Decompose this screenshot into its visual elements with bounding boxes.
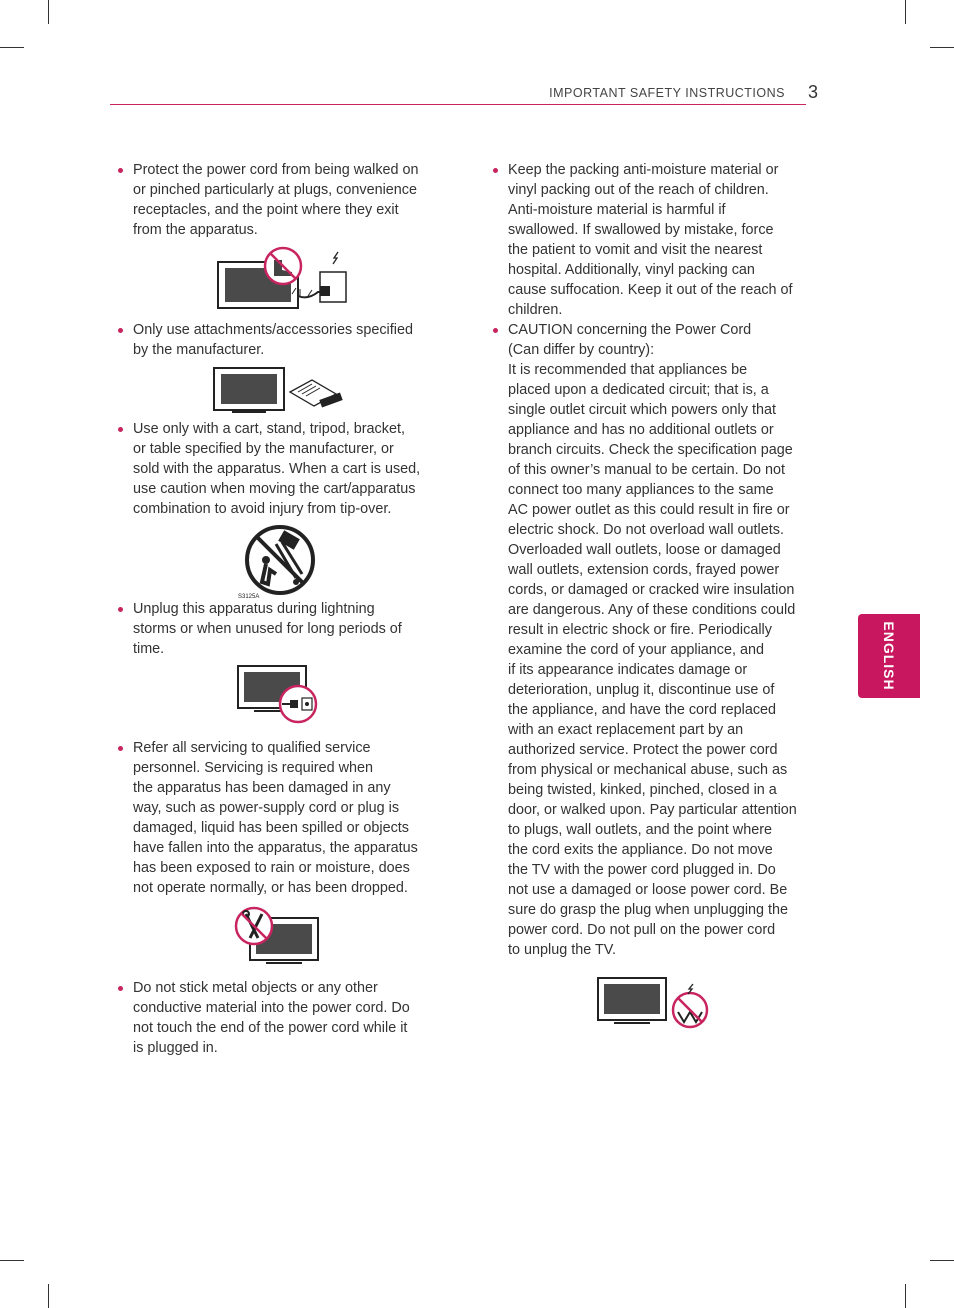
bullet-dot bbox=[118, 607, 123, 612]
bullet-text: Refer all servicing to qualified service personnel. Servicing is required when the apparatus has been damaged in any way, such as power-supply cord or plug is damaged, liquid has been spilled or objects have fallen into the apparatus, the apparatus has been exposed to rain or moisture, does not operate normally, or has been dropped. bbox=[133, 740, 418, 896]
header-divider bbox=[110, 104, 806, 105]
bullet-power-cord-protect bbox=[133, 160, 443, 240]
page-number: 3 bbox=[808, 82, 819, 102]
bullet-servicing bbox=[133, 738, 453, 898]
cart-label: S3125A bbox=[238, 594, 260, 600]
bullet-dot bbox=[118, 328, 123, 333]
bullet-dot bbox=[118, 986, 123, 991]
bullet-text: Use only with a cart, stand, tripod, bracket, or table specified by the manufacturer, or sold with the apparatus. When a cart is used, use caution when moving the cart/apparatus combination to avoid injury from tip-over. bbox=[133, 421, 421, 517]
bullet-unplug-lightning bbox=[133, 599, 443, 659]
bullet-dot bbox=[493, 168, 498, 173]
bullet-cart-stand bbox=[133, 419, 453, 519]
cart-tipover-illustration bbox=[236, 524, 320, 600]
bullet-packing-material bbox=[508, 160, 818, 320]
bullet-dot bbox=[118, 746, 123, 751]
bullet-accessories bbox=[133, 320, 443, 360]
language-tab bbox=[858, 614, 920, 698]
bullet-power-cord-caution bbox=[508, 320, 818, 960]
bullet-metal-objects bbox=[133, 978, 443, 1058]
crop-mark bbox=[930, 47, 954, 48]
bullet-dot bbox=[118, 427, 123, 432]
crop-mark bbox=[930, 1260, 954, 1261]
crop-mark bbox=[905, 1284, 906, 1308]
bullet-text: Do not stick metal objects or any other conductive material into the power cord. Do not touch the end of the power cord while it is plugged in. bbox=[133, 980, 410, 1056]
crop-mark bbox=[0, 1260, 24, 1261]
power-cord-walk-illustration bbox=[216, 246, 348, 310]
crop-mark bbox=[48, 0, 49, 24]
bullet-dot bbox=[493, 328, 498, 333]
bullet-dot bbox=[118, 168, 123, 173]
header-title: IMPORTANT SAFETY INSTRUCTIONS bbox=[549, 86, 785, 100]
bullet-text: Protect the power cord from being walked on or pinched particularly at plugs, convenience receptacles, and the point where they exit from the apparatus. bbox=[133, 162, 419, 238]
bullet-text: Keep the packing anti-moisture material or vinyl packing out of the reach of children. Anti-moisture material is harmful if swallowed. If swallowed by mistake, force the patient to vomit and visit the nearest hospital. Additionally, vinyl packing can cause suffocation. Keep it out of the reach of children. bbox=[508, 162, 793, 318]
bullet-text: Only use attachments/accessories specified by the manufacturer. bbox=[133, 322, 413, 358]
crop-mark bbox=[48, 1284, 49, 1308]
accessories-illustration bbox=[212, 366, 346, 416]
crop-mark bbox=[0, 47, 24, 48]
servicing-illustration bbox=[234, 906, 322, 970]
bullet-text: CAUTION concerning the Power Cord (Can differ by country): It is recommended that appliances be placed upon a dedicated circuit; that is, a single outlet circuit which powers only that appliance and has no additional outlets or branch circuits. Check the specification page of this owner’s manual to be certain. Do not connect too many appliances to the same AC power outlet as this could result in fire or electric shock. Do not overload wall outlets. Overloaded wall outlets, loose or damaged wall outlets, extension cords, frayed power cords, or damaged or cracked wire insulation are dangerous. Any of these conditions could result in electric shock or fire. Periodically examine the cord of your appliance, and if its appearance indicates damage or deterioration, unplug it, discontinue use of the appliance, and have the cord replaced with an exact replacement part by an authorized service. Protect the power cord from physical or mechanical abuse, such as being twisted, kinked, pinched, closed in a door, or walked upon. Pay particular attention to plugs, wall outlets, and the point where the cord exits the appliance. Do not move the TV with the power cord plugged in. Do not use a damaged or loose power cord. Be sure do grasp the plug when unplugging the power cord. Do not pull on the power cord to unplug the TV. bbox=[508, 322, 797, 958]
bullet-text: Unplug this apparatus during lightning storms or when unused for long periods of time. bbox=[133, 601, 402, 657]
crop-mark bbox=[905, 0, 906, 24]
unplug-illustration bbox=[236, 664, 320, 726]
language-tab-label: ENGLISH bbox=[881, 621, 897, 691]
power-cord-overload-illustration bbox=[596, 976, 710, 1030]
